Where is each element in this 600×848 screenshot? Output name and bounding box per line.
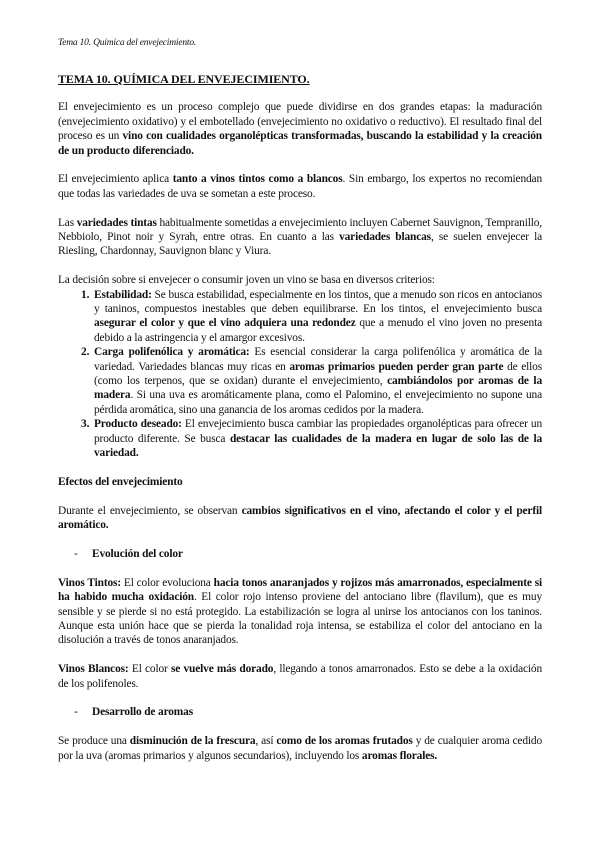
- blancos-text-1: El color: [128, 663, 171, 676]
- subsection-aromas-label: Desarrollo de aromas: [92, 706, 193, 719]
- paragraph-criteria-intro: La decisión sobre si envejecer o consumir joven un vino se basa en diversos criterios:: [58, 274, 435, 287]
- criteria-3-bold-1: Producto deseado:: [94, 418, 182, 431]
- p3-bold-1: variedades tintas: [76, 216, 157, 229]
- p2-text-2: . Sin embargo, los expertos no recomiendan que todas las variedades de uva se sometan a este proceso.: [58, 173, 542, 200]
- intro-paragraph: [58, 100, 542, 158]
- p3-bold-2: variedades blancas: [339, 231, 431, 244]
- dash-bullet: -: [74, 547, 78, 560]
- p6-bold-2: como de los aromas frutados: [276, 735, 413, 748]
- p3-text-1: Las: [58, 216, 77, 229]
- criteria-2-bold-1: Carga polifenólica y aromática:: [94, 346, 250, 359]
- tintos-text-2: . El color rojo intenso proviene del antociano libre (flavilum), que es muy sensible y se pierde si no está protegido. La estabilización se logra al unirse los antocianos con los taninos. Aunque esta unión hace que se pierda la tonalidad roja intensa, se estabiliza el color del antociano en la disolución a través de tonos anaranjados.: [58, 591, 542, 647]
- p2-bold-1: tanto a vinos tintos como a blancos: [172, 173, 343, 186]
- criteria-1-text-1: Se busca estabilidad, especialmente en los tintos, que a menudo son ricos en antocianos y taninos, compuestos inestables que deben equilibrarse. En los tintos, el envejecimiento busca: [94, 288, 542, 316]
- blancos-bold-2: se vuelve más dorado: [171, 663, 274, 676]
- p6-text-2: , así: [255, 735, 277, 748]
- p6-bold-1: disminución de la frescura: [129, 735, 256, 748]
- criteria-3-bold-2: destacar las cualidades de la madera en lugar de solo las de la variedad.: [94, 432, 543, 460]
- criteria-3-text-1: El envejecimiento busca cambiar las propiedades organolépticas para ofrecer un producto diferente. Se busca: [94, 418, 542, 445]
- paragraph-effects: [58, 504, 542, 533]
- intro-text: El envejecimiento es un proceso complejo que puede dividirse en dos grandes etapas: la maduración (envejecimiento oxidativo) y el embotellado (envejecimiento no oxidativo o reductivo). El resultado final del proceso es un: [58, 101, 542, 143]
- paragraph-varieties: [58, 216, 542, 259]
- blancos-text-2: , llegando a tonos amarronados. Esto se debe a la oxidación de los polifenoles.: [58, 663, 543, 690]
- tintos-bold-1: Vinos Tintos:: [58, 576, 121, 589]
- tintos-bold-2: hacia tonos anaranjados y rojizos más amarronados, especialmente si ha habido mucha oxidación: [58, 576, 542, 604]
- criteria-item-stability: [92, 288, 542, 346]
- document-body: [58, 72, 542, 777]
- paragraph-white-red: [58, 172, 542, 201]
- p6-text-1: Se produce una: [58, 735, 130, 748]
- document-title: TEMA 10. QUÍMICA DEL ENVEJECIMIENTO.: [58, 72, 310, 86]
- criteria-list: [58, 288, 542, 461]
- criteria-2-text-2: de ellos (como los terpenos, que se oxidan) durante el envejecimiento,: [94, 360, 543, 388]
- p5-text-1: Durante el envejecimiento, se observan: [58, 504, 242, 517]
- running-header: Tema 10. Química del envejecimiento.: [58, 38, 197, 48]
- subsection-color: [58, 547, 542, 561]
- criteria-item-product: [92, 417, 542, 460]
- criteria-2-text-1: Es esencial considerar la carga polifenólica y aromática de la variedad. Variedades blancas muy ricas en: [94, 346, 542, 373]
- paragraph-aromas: [58, 734, 542, 763]
- criteria-1-text-2: que a menudo el vino joven no presenta debido a la astringencia y el amargor excesivos.: [94, 317, 542, 344]
- subsection-color-label: Evolución del color: [92, 547, 183, 560]
- p2-text-1: El envejecimiento aplica: [58, 173, 173, 186]
- p5-bold-1: cambios significativos en el vino, afectando el color y el perfil aromático.: [58, 504, 542, 532]
- criteria-item-polyphenol: [92, 345, 542, 417]
- p3-text-2: habitualmente sometidas a envejecimiento incluyen Cabernet Sauvignon, Tempranillo, Nebbiolo, Pinot noir y Syrah, entre otras. En cuanto a las: [58, 216, 542, 244]
- criteria-1-bold-1: Estabilidad:: [94, 288, 152, 301]
- dash-bullet: -: [74, 706, 78, 719]
- subsection-aromas: [58, 705, 542, 719]
- criteria-2-text-3: . Si una uva es aromáticamente plana, como el Palomino, el envejecimiento no supone una pérdida aromática, sino una ganancia de los aromas cedidos por la madera.: [94, 389, 542, 416]
- paragraph-red-wines: [58, 576, 542, 648]
- section-heading-effects: Efectos del envejecimiento: [58, 475, 183, 488]
- blancos-bold-1: Vinos Blancos:: [58, 663, 129, 676]
- p6-text-3: y de cualquier aroma cedido por la uva (aromas primarios y algunos secundarios), incluyendo los: [58, 735, 542, 762]
- criteria-2-bold-3: cambiándolos por aromas de la madera: [94, 375, 542, 402]
- p6-bold-3: aromas florales.: [361, 749, 438, 762]
- intro-bold: vino con cualidades organolépticas transformadas, buscando la estabilidad y la creación de un producto diferenciado.: [58, 130, 542, 157]
- criteria-2-bold-2: aromas primarios pueden perder gran parte: [289, 360, 504, 373]
- p3-text-3: , se suelen envejecer la Riesling, Chardonnay, Sauvignon blanc y Viura.: [58, 231, 542, 258]
- tintos-text-1: El color evoluciona: [120, 576, 214, 589]
- paragraph-white-wines: [58, 662, 542, 691]
- criteria-1-bold-2: asegurar el color y que el vino adquiera una redondez: [94, 317, 356, 330]
